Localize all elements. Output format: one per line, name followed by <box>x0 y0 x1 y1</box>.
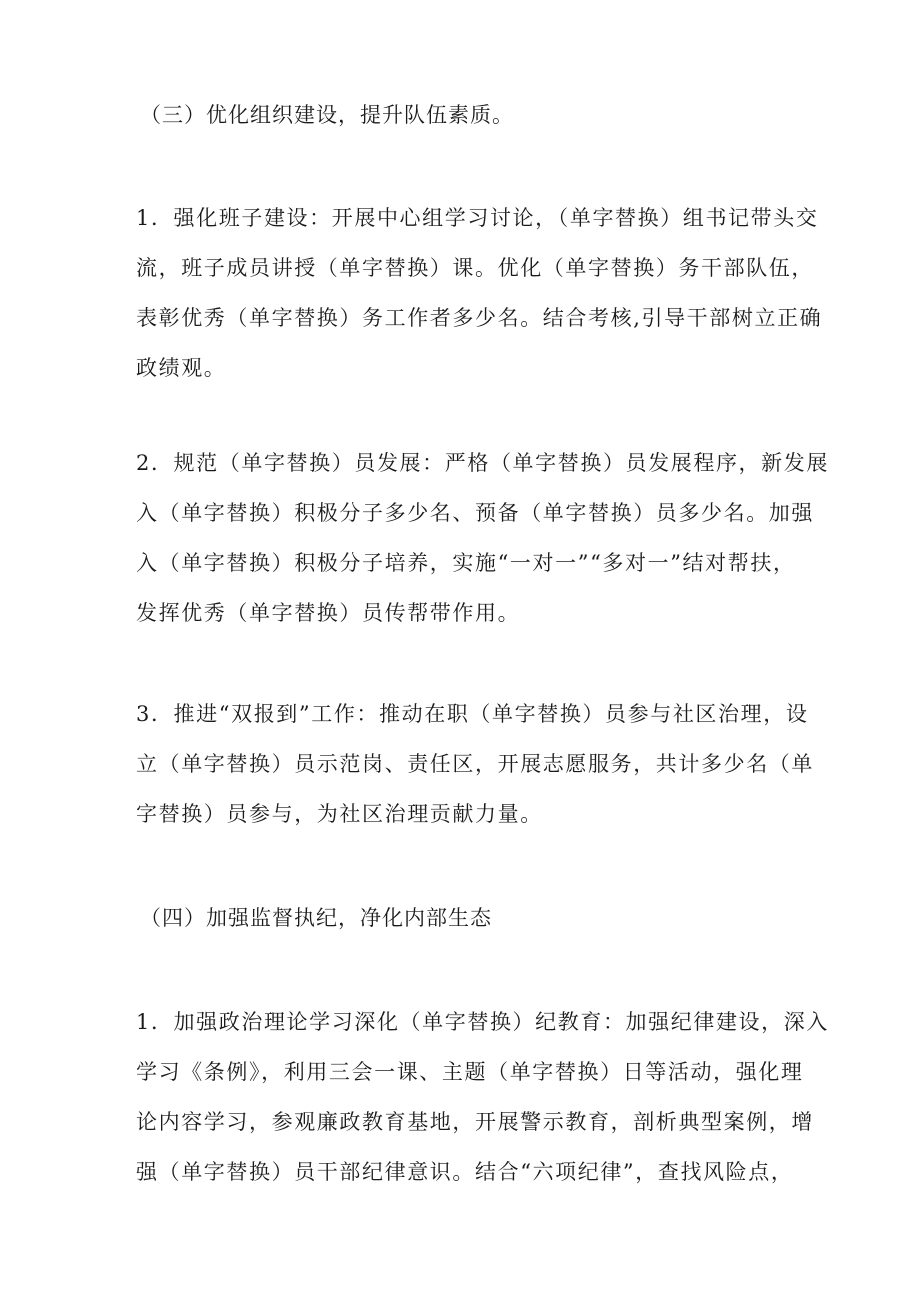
paragraph-line: 强（单字替换）员干部纪律意识。结合“六项纪律”，查找风险点， <box>136 1160 794 1184</box>
paragraph-member-development <box>136 438 829 638</box>
paragraph-line: 1．加强政治理论学习深化（单字替换）纪教育：加强纪律建设，深入 <box>136 1010 829 1034</box>
paragraph-line: 入（单字替换）积极分子培养，实施“一对一”“多对一”结对帮扶， <box>136 551 796 575</box>
paragraph-line: 政绩观。 <box>136 356 227 380</box>
paragraph-strengthen-leadership <box>136 193 823 393</box>
paragraph-line: 表彰优秀（单字替换）务工作者多少名。结合考核,引导干部树立正确 <box>136 306 823 330</box>
paragraph-line: 2．规范（单字替换）员发展：严格（单字替换）员发展程序，新发展 <box>136 451 829 475</box>
paragraph-line: 1．强化班子建设：开展中心组学习讨论，（单字替换）组书记带头交 <box>136 206 819 230</box>
paragraph-double-report <box>136 689 814 839</box>
paragraph-line: 3．推进“双报到”工作：推动在职（单字替换）员参与社区治理，设 <box>136 702 809 726</box>
paragraph-line: 学习《条例》，利用三会一课、主题（单字替换）日等活动，强化理 <box>136 1060 804 1084</box>
paragraph-line: 发挥优秀（单字替换）员传帮带作用。 <box>136 601 521 625</box>
paragraph-line: 立（单字替换）员示范岗、责任区，开展志愿服务，共计多少名（单 <box>136 752 814 776</box>
paragraph-discipline-education <box>136 997 829 1197</box>
paragraph-line: 论内容学习，参观廉政教育基地，开展警示教育，剖析典型案例，增 <box>136 1110 814 1134</box>
paragraph-line: 字替换）员参与，为社区治理贡献力量。 <box>136 802 543 826</box>
paragraph-line: 流，班子成员讲授（单字替换）课。优化（单字替换）务干部队伍， <box>136 256 814 280</box>
section-heading-4: （四）加强监督执纪，净化内部生态 <box>140 906 492 930</box>
paragraph-line: 入（单字替换）积极分子多少名、预备（单字替换）员多少名。加强 <box>136 501 814 525</box>
section-heading-3: （三）优化组织建设，提升队伍素质。 <box>140 103 514 127</box>
